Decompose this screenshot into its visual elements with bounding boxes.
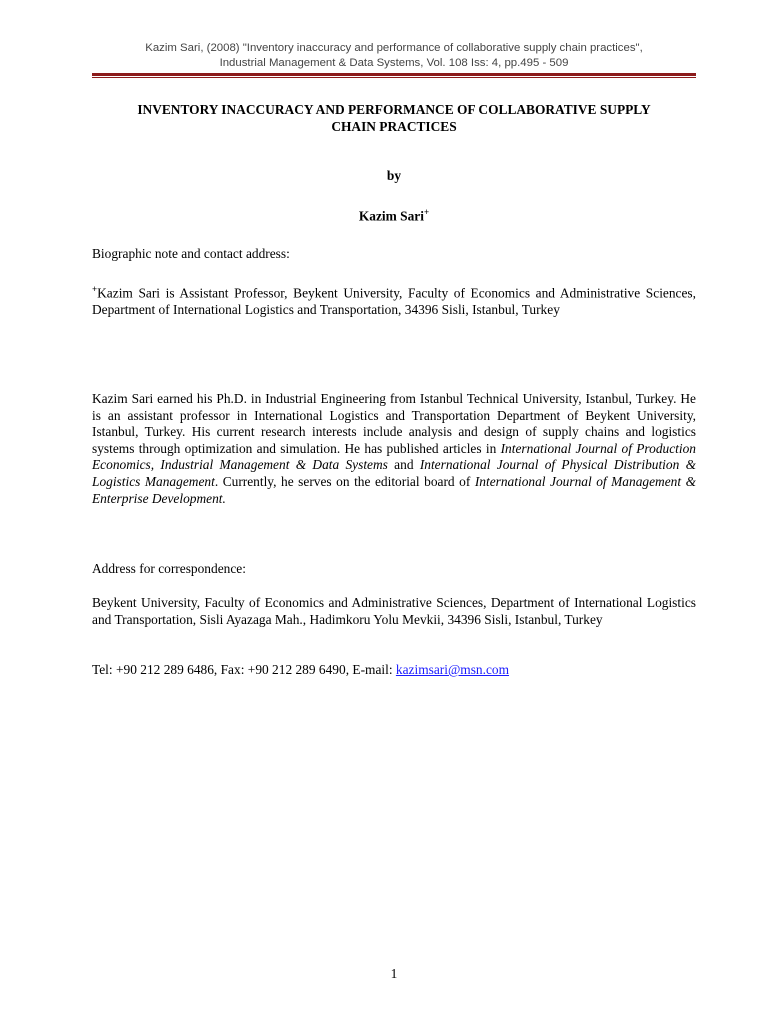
- bio-journal-2: International Journal of Physical Distribution & Logistics Management: [92, 457, 697, 489]
- running-header-line2: Industrial Management & Data Systems, Vol. 108 Iss: 4, pp.495 - 509: [219, 57, 569, 69]
- author-marker: +: [423, 207, 430, 217]
- affiliation-note: [92, 281, 696, 319]
- contact-line: [92, 662, 696, 679]
- header-rule-thin: [92, 77, 696, 78]
- bio-journal-3: International Journal of Management & Enterprise Development.: [92, 473, 697, 506]
- email-link[interactable]: kazimsari@msn.com: [395, 662, 510, 677]
- author-name-text: Kazim Sari: [358, 208, 424, 224]
- affiliation-marker: +: [92, 284, 98, 294]
- correspondence-address: Beykent University, Faculty of Economics and Administrative Sciences, Department of International Logistics and Transportation, Sisli Ayazaga Mah., Hadimkoru Yolu Mevkii, 34396 Sisli, Istanbul, Turkey: [92, 595, 696, 627]
- by-label: by: [386, 168, 402, 183]
- paper-title: [92, 101, 696, 135]
- header-rule: [92, 73, 696, 76]
- bio-text-3: . Currently, he serves on the editorial board of: [214, 473, 475, 489]
- correspondence-heading: Address for correspondence:: [92, 561, 246, 576]
- bio-heading: Biographic note and contact address:: [92, 246, 290, 261]
- paper-title-line2: CHAIN PRACTICES: [331, 119, 457, 134]
- bio-text-1: Kazim Sari earned his Ph.D. in Industrial Engineering from Istanbul Technical University, Istanbul, Turkey. He is an assistant professor in International Logistics and Transportation Department of Beykent University, Istanbul, Turkey. His current research interests include analysis and design of supply chains and logistics systems through optimization and simulation. He has published articles in: [92, 391, 696, 456]
- bio-paragraph: [92, 391, 696, 507]
- running-header: [92, 41, 696, 71]
- running-header-line1: Kazim Sari, (2008) "Inventory inaccuracy and performance of collaborative supply chain practices",: [145, 42, 643, 54]
- paper-title-line1: INVENTORY INACCURACY AND PERFORMANCE OF COLLABORATIVE SUPPLY: [137, 102, 651, 117]
- contact-prefix: Tel: +90 212 289 6486, Fax: +90 212 289 6490, E-mail:: [92, 662, 396, 677]
- bio-text-2: and: [387, 457, 420, 473]
- page-number: 1: [390, 966, 398, 981]
- author-name: [92, 207, 696, 224]
- affiliation-text: Kazim Sari is Assistant Professor, Beykent University, Faculty of Economics and Administrative Sciences, Department of International Logistics and Transportation, 34396 Sisli, Istanbul, Turkey: [92, 285, 696, 318]
- bio-journal-1: International Journal of Production Economics, Industrial Management & Data Systems: [92, 440, 696, 473]
